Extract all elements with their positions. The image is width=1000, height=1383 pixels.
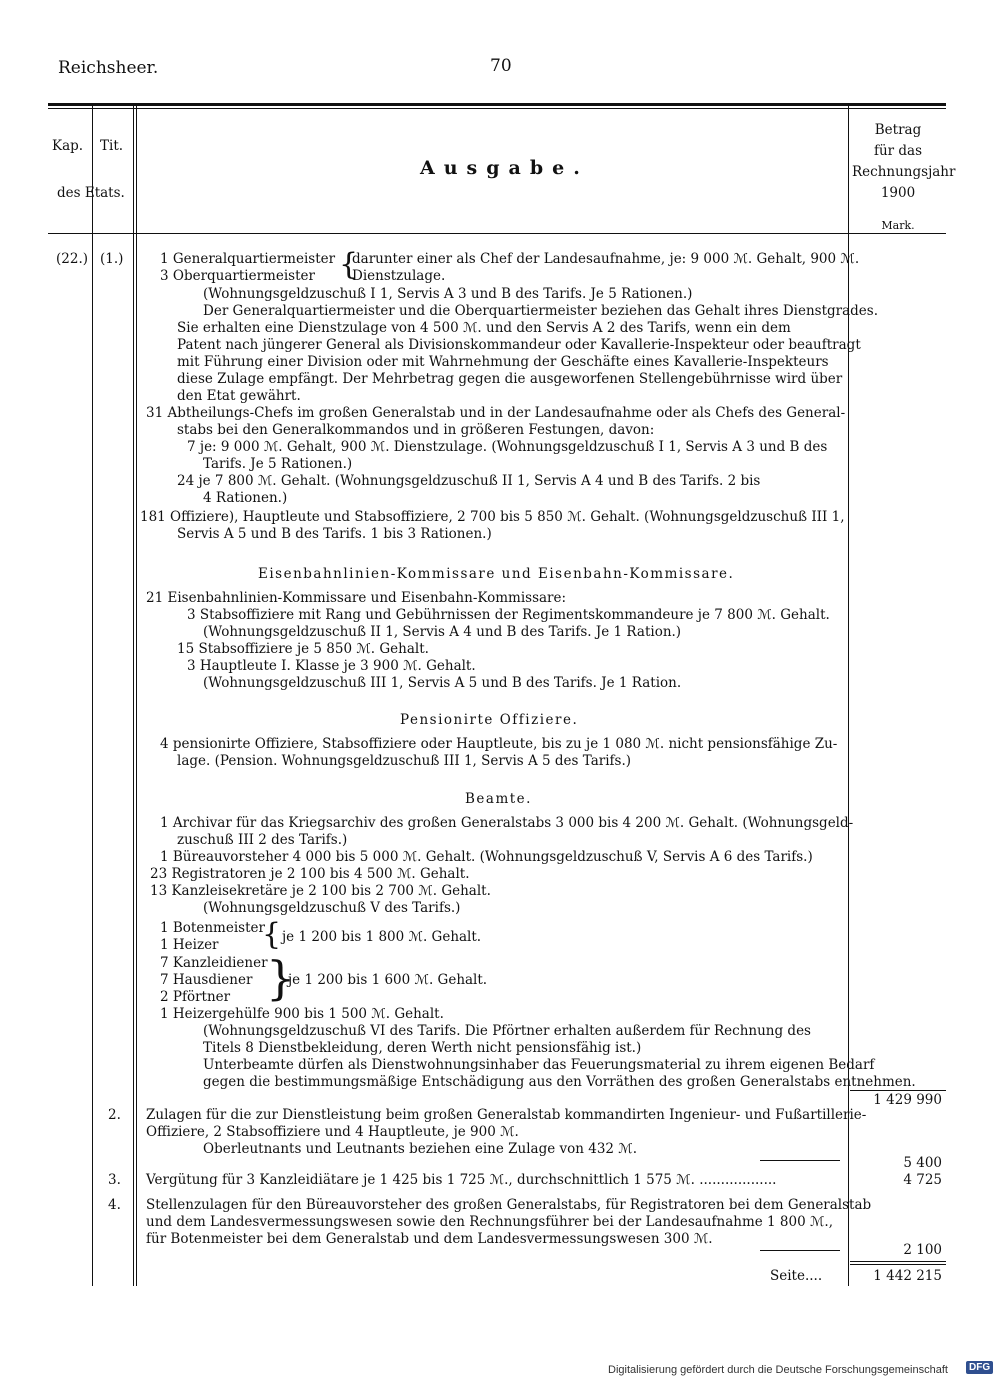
sum-rule xyxy=(850,1264,946,1265)
body-line: 15 Stabsoffiziere je 5 850 ℳ. Gehalt. xyxy=(177,641,429,657)
body-line: 7 Hausdiener xyxy=(160,972,253,988)
brace-symbol: } xyxy=(266,951,296,1005)
body-line: Servis A 5 und B des Tarifs. 1 bis 3 Rationen.) xyxy=(177,526,492,542)
body-line: für Botenmeister bei dem Generalstab und dem Landesvermessungswesen 300 ℳ. xyxy=(146,1231,713,1247)
body-line: 1 Büreauvorsteher 4 000 bis 5 000 ℳ. Gehalt. (Wohnungsgeldzuschuß V, Servis A 6 des Tarifs.) xyxy=(160,849,813,865)
body-line: 3 Stabsoffiziere mit Rang und Gebührnissen der Regimentskommandeure je 7 800 ℳ. Gehalt. xyxy=(187,607,830,623)
body-line: 3 Oberquartiermeister xyxy=(160,268,315,284)
body-line: gegen die bestimmungsmäßige Entschädigung aus den Vorräthen des großen Generalstabs entnehmen. xyxy=(203,1074,916,1090)
ref-tit-1: (1.) xyxy=(100,251,124,267)
body-line: 13 Kanzleisekretäre je 2 100 bis 2 700 ℳ. Gehalt. xyxy=(150,883,491,899)
header-rule xyxy=(48,233,946,234)
header-betrag-1: Betrag xyxy=(874,122,922,138)
header-tit: Tit. xyxy=(100,138,124,154)
body-line: 24 je 7 800 ℳ. Gehalt. (Wohnungsgeldzuschuß II 1, Servis A 4 und B des Tarifs. 2 bis xyxy=(177,473,761,489)
body-line: (Wohnungsgeldzuschuß III 1, Servis A 5 und B des Tarifs. Je 1 Ration. xyxy=(203,675,682,691)
header-betrag-4: 1900 xyxy=(880,185,916,201)
body-line: Offiziere, 2 Stabsoffiziere und 4 Hauptleute, je 900 ℳ. xyxy=(146,1124,519,1140)
body-line: Tarifs. Je 5 Rationen.) xyxy=(203,456,353,472)
body-line: je 1 200 bis 1 800 ℳ. Gehalt. xyxy=(282,929,482,945)
body-line: 4 pensionirte Offiziere, Stabsoffiziere oder Hauptleute, bis zu je 1 080 ℳ. nicht pensionsfähige Zu- xyxy=(160,736,838,752)
amount: 2 100 xyxy=(903,1242,942,1258)
col-line-kap xyxy=(92,106,93,1286)
body-line: und dem Landesvermessungswesen sowie den Rechnungsführer bei der Landesaufnahme 1 800 ℳ., xyxy=(146,1214,833,1230)
top-rule-thick xyxy=(48,103,946,106)
header-betrag-3: Rechnungsjahr xyxy=(852,164,956,180)
body-line: Dienstzulage. xyxy=(352,268,446,284)
body-line: 1 Botenmeister xyxy=(160,920,265,936)
dfg-logo: DFG xyxy=(966,1361,993,1374)
sum-rule xyxy=(850,1090,946,1091)
body-line: 1 Heizergehülfe 900 bis 1 500 ℳ. Gehalt. xyxy=(160,1006,444,1022)
body-line: Der Generalquartiermeister und die Oberquartiermeister beziehen das Gehalt ihres Dienstgrades. xyxy=(203,303,879,319)
footer-credit: Digitalisierung gefördert durch die Deutsche Forschungsgemeinschaft xyxy=(608,1364,948,1376)
body-line: den Etat gewährt. xyxy=(177,388,301,404)
body-line: 21 Eisenbahnlinien-Kommissare und Eisenbahn-Kommissare: xyxy=(146,590,567,606)
section-heading: Pensionirte Offiziere. xyxy=(400,712,579,728)
brace-symbol: { xyxy=(339,247,359,282)
running-head: Reichsheer. xyxy=(58,58,159,78)
body-line: lage. (Pension. Wohnungsgeldzuschuß III 1, Servis A 5 des Tarifs.) xyxy=(177,753,632,769)
ref-kap: (22.) xyxy=(56,251,89,267)
col-line-tit-double xyxy=(136,106,137,1286)
body-line: Patent nach jüngerer General als Divisionskommandeur oder Kavallerie-Inspekteur oder beauftragt xyxy=(177,337,861,353)
body-line: Stellenzulagen für den Büreauvorsteher des großen Generalstabs, für Registratoren bei dem Generalstab xyxy=(146,1197,872,1213)
body-line: (Wohnungsgeldzuschuß VI des Tarifs. Die Pförtner erhalten außerdem für Rechnung des xyxy=(203,1023,811,1039)
amount: 5 400 xyxy=(903,1155,942,1171)
body-line: 1 Generalquartiermeister xyxy=(160,251,336,267)
table-title: Ausgabe. xyxy=(420,157,589,179)
body-line: 4 Rationen.) xyxy=(203,490,288,506)
body-line: (Wohnungsgeldzuschuß I 1, Servis A 3 und B des Tarifs. Je 5 Rationen.) xyxy=(203,286,693,302)
top-rule-thin xyxy=(48,108,946,109)
body-line: diese Zulage empfängt. Der Mehrbetrag gegen die ausgeworfenen Stellengebührnisse wird über xyxy=(177,371,843,387)
section-heading: Beamte. xyxy=(465,791,532,807)
body-line: Unterbeamte dürfen als Dienstwohnungsinhaber das Feuerungsmaterial zu ihrem eigenen Bedarf xyxy=(203,1057,875,1073)
body-line: Sie erhalten eine Dienstzulage von 4 500 ℳ. und den Servis A 2 des Tarifs, wenn ein dem xyxy=(177,320,791,336)
header-betrag-2: für das xyxy=(873,143,923,159)
body-line: Oberleutnants und Leutnants beziehen eine Zulage von 432 ℳ. xyxy=(203,1141,638,1157)
body-line: Zulagen für die zur Dienstleistung beim großen Generalstab kommandirten Ingenieur- und Fußartillerie- xyxy=(146,1107,867,1123)
amount: 1 429 990 xyxy=(873,1092,942,1108)
amount: 4 725 xyxy=(903,1172,942,1188)
brace-symbol: { xyxy=(262,917,282,952)
body-line: 1 Heizer xyxy=(160,937,219,953)
body-line: mit Führung einer Division oder mit Wahrnehmung der Geschäfte eines Kavallerie-Inspekteurs xyxy=(177,354,829,370)
sum-rule xyxy=(760,1160,840,1161)
page-sum-label: Seite.... xyxy=(770,1268,823,1284)
header-des-etats: des Etats. xyxy=(57,185,125,201)
body-line: darunter einer als Chef der Landesaufnahme, je: 9 000 ℳ. Gehalt, 900 ℳ. xyxy=(352,251,860,267)
body-line: 181 Offiziere), Hauptleute und Stabsoffiziere, 2 700 bis 5 850 ℳ. Gehalt. (Wohnungsgeldzuschuß III 1, xyxy=(140,509,845,525)
sum-rule xyxy=(850,1261,946,1262)
header-kap: Kap. xyxy=(52,138,84,154)
body-line: (Wohnungsgeldzuschuß V des Tarifs.) xyxy=(203,900,461,916)
body-line: 23 Registratoren je 2 100 bis 4 500 ℳ. Gehalt. xyxy=(150,866,470,882)
total-amount: 1 442 215 xyxy=(873,1268,942,1284)
body-line: 7 je: 9 000 ℳ. Gehalt, 900 ℳ. Dienstzulage. (Wohnungsgeldzuschuß I 1, Servis A 3 und B des xyxy=(187,439,828,455)
body-line: 7 Kanzleidiener xyxy=(160,955,268,971)
body-line: 1 Archivar für das Kriegsarchiv des großen Generalstabs 3 000 bis 4 200 ℳ. Gehalt. (Wohnungsgeld- xyxy=(160,815,854,831)
ref-tit-3: 3. xyxy=(108,1172,121,1188)
ref-tit-2: 2. xyxy=(108,1107,121,1123)
body-line: zuschuß III 2 des Tarifs.) xyxy=(177,832,348,848)
body-line: je 1 200 bis 1 600 ℳ. Gehalt. xyxy=(288,972,488,988)
section-heading: Eisenbahnlinien-Kommissare und Eisenbahn-Kommissare. xyxy=(258,566,735,582)
header-mark: Mark. xyxy=(881,219,915,232)
sum-rule xyxy=(760,1250,840,1251)
body-line: 2 Pförtner xyxy=(160,989,231,1005)
body-line: (Wohnungsgeldzuschuß II 1, Servis A 4 und B des Tarifs. Je 1 Ration.) xyxy=(203,624,682,640)
col-line-tit xyxy=(133,106,134,1286)
page-number: 70 xyxy=(490,56,512,76)
body-line: stabs bei den Generalkommandos und in größeren Festungen, davon: xyxy=(177,422,655,438)
body-line: Titels 8 Dienstbekleidung, deren Werth nicht pensionsfähig ist.) xyxy=(203,1040,642,1056)
body-line: 3 Hauptleute I. Klasse je 3 900 ℳ. Gehalt. xyxy=(187,658,476,674)
ref-tit-4: 4. xyxy=(108,1197,121,1213)
body-line: 31 Abtheilungs-Chefs im großen Generalstab und in der Landesaufnahme oder als Chefs des General- xyxy=(146,405,846,421)
body-line: Vergütung für 3 Kanzleidiätare je 1 425 bis 1 725 ℳ., durchschnittlich 1 575 ℳ. .................. xyxy=(146,1172,777,1188)
